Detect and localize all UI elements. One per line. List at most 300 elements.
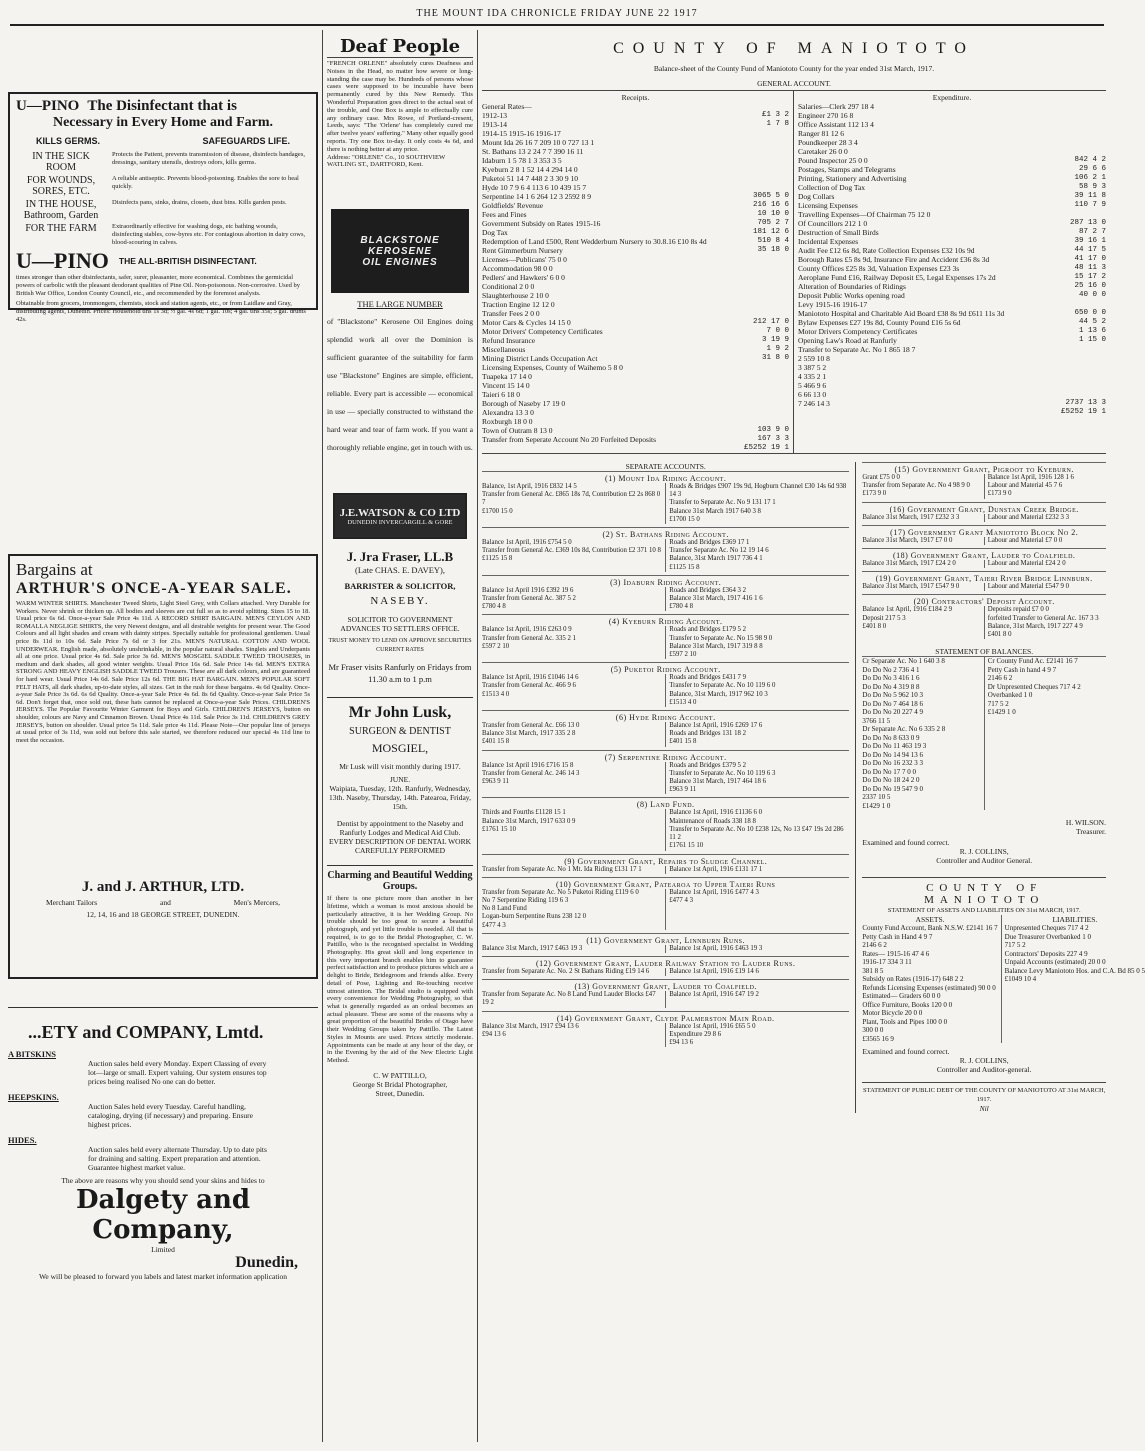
expenditure-row-text: Dog Collars: [798, 192, 835, 201]
liability-line: Due Treasurer Overbanked 1 0: [1004, 932, 1091, 941]
expenditure-row-text: 5 466 9 6: [798, 381, 827, 390]
general-account: [482, 90, 1106, 454]
receipt-row: [482, 147, 789, 156]
public-debt-nil: Nil: [979, 1104, 989, 1114]
county-general: GENERAL ACCOUNT.: [757, 79, 831, 88]
asset-line: Petty Cash in Hand 4 9 7: [862, 932, 933, 941]
receipt-row-amount: [729, 129, 789, 138]
account-title: (8) Land Fund.: [636, 800, 695, 810]
expenditure-row-amount: [1046, 354, 1106, 363]
receipt-row-text: Fees and Fines: [482, 210, 527, 219]
expenditure-row-text: Bylaw Expenses £27 19s 8d, County Pound £16 5s 6d: [798, 318, 961, 327]
separate-head: SEPARATE ACCOUNTS.: [625, 462, 706, 471]
account-line: Balance 1st April, 1916 £269 17 6: [669, 722, 763, 730]
expenditure-row: [798, 237, 1106, 246]
account-body: [862, 537, 1106, 545]
upino-use-place: FOR WOUNDS, SORES, ETC.: [26, 175, 96, 197]
expenditure-row: [798, 228, 1106, 237]
expenditure-row-text: Ranger 81 12 6: [798, 129, 845, 138]
receipt-row: [482, 444, 789, 453]
dalgety-footer: We will be pleased to forward you labels and latest market information application: [38, 1272, 288, 1281]
upino-use-text: Disinfects pans, sinks, drains, closets, dust bins. Kills garden pests.: [112, 199, 287, 206]
expenditure-row-amount: 39 11 8: [1074, 192, 1106, 200]
receipt-row: [482, 399, 789, 408]
receipt-row: [482, 336, 789, 345]
receipt-row-amount: [729, 291, 789, 300]
account-title: (5) Puketoi Riding Account.: [610, 665, 721, 675]
account-line: £780 4 8: [482, 603, 506, 611]
account-side-r: [666, 587, 849, 612]
arthur-title1: Bargains at: [16, 560, 93, 579]
expenditure-row-text: Aeroplane Fund £16, Railway Deposit £5, Legal Expenses 17s 2d: [798, 273, 996, 282]
account-line: Transfer to Separate Ac. No 10 119 6 3: [669, 769, 776, 777]
receipt-row: [482, 102, 789, 111]
receipt-row: [482, 228, 789, 237]
dalgety-big: Dalgety and Company,: [75, 1185, 251, 1245]
receipt-row-text: Borough of Naseby 17 19 0: [482, 399, 566, 408]
account-line: Balance 31st March, 1917 £7 0 0: [862, 536, 953, 544]
expenditure-row-amount: [1046, 129, 1106, 138]
account-side-l: [862, 514, 984, 522]
assets-liabilities: [862, 915, 1145, 1043]
asset-line: 1916-17 334 3 11: [862, 958, 912, 967]
account-title: (18) Government Grant, Lauder to Coalfield.: [892, 551, 1076, 561]
receipt-row: [482, 291, 789, 300]
account-line: £1761 15 10: [669, 842, 704, 850]
column-left: [8, 92, 318, 1442]
receipt-row: [482, 111, 789, 120]
liability-line: £1049 10 4: [1004, 975, 1037, 984]
receipt-row-text: Hyde 10 7 9 6 4 113 6 10 439 15 7: [482, 183, 587, 192]
account-line: Expenditure 29 8 6: [669, 1030, 722, 1038]
account-body: [482, 968, 849, 976]
receipt-row-amount: [729, 417, 789, 426]
fraser-late: (Late CHAS. E. DAVEY),: [354, 565, 446, 576]
account-body: [482, 1023, 849, 1048]
arthur-body: WARM WINTER SHIRTS. Manchester Tweed Shirts, Light Steel Grey, with Collars attached. Very Durable for Workers. Never shrink or thicken up. All bodies and sleeves are cut full so as to avoid splitting. Sizes 15 to 18. Usual price 6s 6d. Once-a-year Sale Price 4s 11d. A RECORD SHIRT BARGAIN. MEN'S CEYLON AND ROMALLA NEGLIGE SHIRTS, the very Newest designs, and all desirable weights for present wear. The Good Colours and all light shades and cream with dainty stripes. Specially suitable for professional gentlemen. Usual price 8s 11d to 10s 6d. Sale Price 7s 6d or 3 for 21s. MEN'S NATURAL COTTON AND WOOL UNDERWEAR. English made, absolutely unshrinkable, in the popular natural shades. Singlets and Underpants all at one price. Usual price 4s 6d. Sale price 3s 6d. MEN'S MOSGIEL SADDLE TWEED TROUSERS, in medium and dark shades, all good winter weights. Usual Price 16s 6d. Sale Price 14s 6d. MEN'S EXTRA STRONG AND HEAVY ENGLISH SADDLE TWEED Trousers. These are all dark colours, and are guaranteed for hard wear. Usual Price 14s 6d. Sale Price 12s 6d. THE BIG HAT BARGAIN. MEN'S POPULAR SOFT FELT HATS, all dark shades, up-to-date styles, all sizes. Get in the rush for these bargains. 4s 6d Quality. Once-a-year Sale Price 3s 6d. 6s 6d Quality. Once-a-year Sale Price 4s 6d. 8s 6d Quality. Once-a-year Sale Price 5s 6d. Don't forget that, once sold out, these hats cannot be replaced at Once-a-year Sale Prices. CHILDREN'S JERSEYS. The Popular Favourite Winter Garment for Boys and Girls. CHILDREN'S JERSEYS, button on shoulder, colours are Navy and Cinnamon Brown. Usual Price 4s 11d. Sale Price 3s 11d. CHILDREN'S GREY JERSEYS, button on shoulder. Usual price 5s 11d. Sale price 4s 11d. Please Note—Our popular line of jerseys at usual price of 3s 11d, was sold out before this sale started, we therefore reduced our special 4s 11d line to meet the occasion.: [16, 600, 310, 744]
expenditure-row-text: Of Councillors 212 1 0: [798, 219, 868, 228]
expenditure-row: [798, 219, 1106, 228]
watson-sub: DUNEDIN INVERCARGILL & GORE: [347, 518, 453, 526]
expenditure-row-amount: 39 16 1: [1074, 237, 1106, 245]
receipt-row: [482, 417, 789, 426]
dalgety-s3-head: HIDES.: [8, 1135, 37, 1145]
sig1-name: H. WILSON.: [1065, 818, 1106, 828]
receipt-row-text: Serpentine 14 1 6 264 12 3 2592 8 9: [482, 192, 591, 201]
upino-body: times stronger than other disinfectants, safer, surer, pleasanter, more economical. Combines the germicidal powers of carbolic with the pleasant deodorant qualities of Pine Oil. Non-poisonous. Non-corrosive. Used by British War Office, London County Council, etc., and recommended by the foremost analysts.: [16, 274, 300, 298]
expenditure-row: [798, 147, 1106, 156]
expenditure-row: [798, 174, 1106, 183]
dalgety-s3-body: Auction sales held every alternate Thursday. Up to date pits for draining and salting. Expert preparation and attention. Guarantee highest market value.: [88, 1145, 267, 1172]
account-line: Balance 1st April, 1916 £477 4 3: [669, 888, 759, 896]
expenditure-row-text: 6 66 13 0: [798, 390, 827, 399]
expenditure-row: [798, 156, 1106, 165]
account-line: Deposit 217 5 3: [862, 614, 906, 622]
account-title: (6) Hyde Riding Account.: [615, 713, 716, 723]
dalgety-title: ...ETY and COMPANY, Lmtd.: [28, 1022, 264, 1042]
arthur-trade-left: Merchant Tailors: [46, 898, 98, 907]
blackstone-banner3: OIL ENGINES: [362, 256, 438, 268]
expenditure-head: Expenditure.: [932, 93, 972, 102]
account: [482, 854, 849, 874]
account: [482, 877, 849, 930]
account-line: Transfer from Separate Ac. No 5 Puketoi Riding £119 6 0: [482, 888, 639, 896]
receipt-row-amount: [729, 156, 789, 165]
dalgety-reasons: The above are reasons why you should send your skins and hides to: [61, 1176, 265, 1185]
balance-line: Do Do No 2 736 4 1: [862, 665, 920, 674]
expenditure-row-amount: 15 17 2: [1074, 273, 1106, 281]
account-side-r: [985, 606, 1106, 639]
lusk-ad: [327, 697, 473, 855]
account-line: Transfer from General Ac. £66 13 0: [482, 722, 580, 730]
expenditure-row: [798, 309, 1106, 318]
expenditure-row-text: Opening Law's Road at Ranfurly: [798, 336, 897, 345]
account-line: Transfer to Separate Ac. No 15 98 9 0: [669, 634, 773, 642]
dalgety-s2-body: Auction Sales held every Tuesday. Careful handling, cataloging, drying (if necessary) and preparing. Ensure highest prices.: [88, 1102, 253, 1129]
asset-line: Refunds Licensing Expenses (estimated) 90 0 0: [862, 983, 996, 992]
account-title: (17) Government Grant Maniototo Block No 2.: [890, 527, 1079, 537]
account-line: £401 8 0: [987, 631, 1012, 639]
account-line: forfeited Transfer to General Ac. 167 3 3: [987, 614, 1099, 622]
expenditure-row-text: Maniototo Hospital and Charitable Aid Board £38 8s 9d £611 11s 3d: [798, 309, 1005, 318]
receipt-row: [482, 381, 789, 390]
receipt-row: [482, 246, 789, 255]
expenditure-row: [798, 210, 1106, 219]
account-side-r: [666, 809, 849, 850]
receipt-row-text: Town of Outram 8 13 0: [482, 426, 553, 435]
account-title: (11) Government Grant, Linnburn Runs.: [586, 935, 746, 945]
receipt-row: [482, 300, 789, 309]
account-side-r: [985, 537, 1106, 545]
expenditure-row-amount: [1046, 102, 1106, 111]
account-side-l: [482, 866, 666, 874]
balances-title: STATEMENT OF BALANCES.: [935, 647, 1034, 657]
expenditure-row-text: Incidental Expenses: [798, 237, 859, 246]
assets-list: [862, 924, 997, 1043]
receipt-row-amount: [729, 255, 789, 264]
assets-title: COUNTY OF MANIOTOTO: [862, 877, 1106, 906]
fraser-town: NASEBY.: [370, 595, 430, 608]
account-side-l: [482, 762, 666, 795]
account-side-r: [666, 539, 849, 572]
expenditure-row-amount: 29 6 6: [1078, 165, 1106, 173]
balance-line: Do Do No 8 633 0 9: [862, 733, 920, 742]
expenditure-row-amount: 40 0 0: [1078, 291, 1106, 299]
account-title: (15) Government Grant, Pigroot to Kyeburn.: [894, 465, 1074, 474]
account-line: Labour and Material £547 9 0: [987, 583, 1070, 591]
account-title: (12) Government Grant, Lauder Railway Station to Lauder Runs.: [536, 958, 796, 968]
receipt-row-amount: [729, 273, 789, 282]
expenditure-row: [798, 120, 1106, 129]
expenditure-row-amount: [1046, 372, 1106, 381]
receipt-row-text: Mount Ida 26 16 7 209 10 0 727 13 1: [482, 138, 595, 147]
fraser-line1: SOLICITOR TO GOVERNMENT ADVANCES TO SETTLERS OFFICE.: [340, 615, 460, 634]
expenditure-row: [798, 363, 1106, 372]
receipt-row-amount: 1 7 8: [766, 120, 789, 128]
receipt-row-text: St. Bathans 13 2 24 7 7 390 16 11: [482, 147, 584, 156]
account-line: Balance 1st April, 1916 £263 0 9: [482, 626, 572, 634]
receipt-row-text: Taieri 6 18 0: [482, 390, 521, 399]
account-body: [482, 539, 849, 572]
balance-line: Do Do No 17 7 0 0: [862, 767, 917, 776]
upino-use-place: IN THE HOUSE, Bathroom, Garden: [23, 199, 99, 221]
account-side-l: [482, 945, 666, 953]
balances-right: [985, 657, 1106, 810]
receipt-row-amount: 10 10 0: [757, 210, 789, 218]
dalgety-ad: [8, 1007, 318, 1332]
account-title: (14) Government Grant, Clyde Palmerston Main Road.: [556, 1013, 775, 1023]
account-side-r: [666, 674, 849, 707]
receipt-row: [482, 174, 789, 183]
account-side-l: [482, 626, 666, 659]
upino-use-place: FOR THE FARM: [25, 223, 97, 234]
account: [862, 462, 1106, 499]
fraser-ad: [327, 549, 473, 685]
expenditure-row-amount: 44 5 2: [1078, 318, 1106, 326]
upino-headline-line2: Necessary in Every Home and Farm.: [52, 115, 274, 130]
receipt-row-text: General Rates—: [482, 102, 532, 111]
account-title: (20) Contractors' Deposit Account.: [913, 597, 1055, 607]
account-line: Thirds and Fourths £1128 15 1: [482, 809, 566, 817]
receipt-row-amount: [729, 102, 789, 111]
expenditure-row-text: Collection of Dog Tax: [798, 183, 866, 192]
account-line: Balance 31st March, 1917 416 1 6: [669, 595, 763, 603]
receipt-row-text: Refund Insurance: [482, 336, 536, 345]
fraser-name: J. Jra Fraser, LL.B: [346, 549, 454, 565]
account-body: [482, 483, 849, 524]
expenditure-row: [798, 291, 1106, 300]
account-title: (19) Government Grant, Taieri River Bridge Linnburn.: [875, 574, 1093, 584]
receipt-row-amount: [729, 381, 789, 390]
account-line: £780 4 8: [669, 603, 693, 611]
expenditure-row-amount: 842 4 2: [1074, 156, 1106, 164]
account-body: [482, 866, 849, 874]
sig2-role: Controller and Auditor General.: [936, 856, 1033, 866]
balance-line: Do Do No 5 962 10 3: [862, 691, 924, 700]
expenditure-row-text: 4 335 2 1: [798, 372, 827, 381]
receipt-row-text: Licenses—Publicans' 75 0 0: [482, 255, 567, 264]
account: [862, 571, 1106, 591]
account: [482, 471, 849, 524]
account-side-l: [482, 483, 666, 524]
account-body: [482, 945, 849, 953]
account-line: Balance 1st April, 1916 £184 2 9: [862, 606, 953, 614]
account-body: [862, 474, 1106, 499]
account: [482, 710, 849, 747]
asset-line: 2146 6 2: [862, 941, 887, 950]
receipt-row-amount: [729, 300, 789, 309]
upino-safeguards: SAFEGUARDS LIFE.: [202, 136, 290, 146]
balance-line: Cr County Fund Ac. £2141 16 7: [987, 657, 1078, 666]
expenditure-row-amount: [1046, 381, 1106, 390]
upino-headline-right: The Disinfectant that is: [87, 98, 237, 114]
expenditure-row: [798, 318, 1106, 327]
balance-line: Dr Unpresented Cheques 717 4 2: [987, 682, 1081, 691]
account-line: £1513 4 0: [669, 698, 697, 706]
receipt-row-amount: 3 19 9: [761, 336, 789, 344]
account-title: (9) Government Grant, Repairs to Sludge Channel.: [564, 856, 768, 866]
account-side-r: [666, 889, 849, 930]
receipt-row: [482, 156, 789, 165]
expenditure-row-amount: 1 15 0: [1078, 336, 1106, 344]
receipt-row: [482, 390, 789, 399]
receipt-row: [482, 129, 789, 138]
fraser-role: BARRISTER & SOLICITOR,: [344, 581, 456, 592]
account-body: [482, 991, 849, 1007]
watson-name: J.E.WATSON & CO LTD: [339, 506, 461, 519]
account-line: Transfer from Separate Ac. No 1 Mt. Ida Riding £131 17 1: [482, 865, 642, 873]
expenditure-row: [798, 201, 1106, 210]
receipt-row: [482, 309, 789, 318]
account-line: Balance 1st April, 1916 £47 19 2: [669, 991, 759, 999]
liability-line: 717 5 2: [1004, 941, 1026, 950]
blackstone-banner2: KEROSENE: [367, 245, 433, 257]
receipt-row-text: Miscellaneous: [482, 345, 526, 354]
receipt-row-amount: £5252 19 1: [743, 444, 789, 452]
expenditure-row-amount: [1046, 345, 1106, 354]
account-side-l: [482, 674, 666, 707]
fraser-line2: TRUST MONEY TO LEND ON APPROVE SECURITIES CURRENT RATES: [328, 638, 472, 654]
account-line: £401 15 8: [482, 738, 510, 746]
asset-line: Motor Bicycle 20 0 0: [862, 1009, 923, 1018]
fraser-line3: Mr Fraser visits Ranfurly on Fridays from 11.30 a.m to 1 p.m: [328, 662, 472, 685]
expenditure-row-text: Pound Inspector 25 0 0: [798, 156, 868, 165]
expenditure-row-amount: 287 13 0: [1069, 219, 1106, 227]
account-title: (3) Idaburn Riding Account.: [610, 577, 722, 587]
receipt-row-text: Vincent 15 14 0: [482, 381, 530, 390]
receipt-row: [482, 363, 789, 372]
account-side-r: [666, 1023, 849, 1048]
receipt-row-amount: [729, 309, 789, 318]
expenditure-row: [798, 381, 1106, 390]
examined2: Examined and found correct.: [862, 1047, 950, 1057]
upino-headline-left: U—PINO: [16, 98, 80, 114]
liability-line: Unpresented Cheques 717 4 2: [1004, 924, 1089, 933]
receipt-row: [482, 273, 789, 282]
deaf-address: Address: "ORLENE" Co., 10 SOUTHVIEW WATLING ST., DARTFORD, Kent.: [327, 153, 446, 169]
asset-line: Estimated— Graders 60 0 0: [862, 992, 941, 1001]
expenditure-row-amount: 650 0 0: [1074, 309, 1106, 317]
expenditure-row: [798, 129, 1106, 138]
receipt-row-text: Kyeburn 2 8 1 52 14 4 294 14 0: [482, 165, 578, 174]
receipt-row-amount: [729, 165, 789, 174]
account-line: Balance, 31st March 1917 736 4 1: [669, 555, 763, 563]
account-line: £963 9 11: [669, 786, 697, 794]
balance-line: Dr Separate Ac. No 6 335 2 8: [862, 725, 946, 734]
expenditure-row-text: 2 559 10 8: [798, 354, 830, 363]
account-side-r: [985, 560, 1106, 568]
receipt-row-text: Roxburgh 18 0 0: [482, 417, 533, 426]
public-debt: STATEMENT OF PUBLIC DEBT OF THE COUNTY OF MANIOTOTO AT 31st MARCH, 1917.: [862, 1082, 1106, 1104]
account-line: Labour and Material £232 3 3: [987, 513, 1070, 521]
receipts-head: Receipts.: [621, 93, 650, 102]
receipt-row-amount: [729, 138, 789, 147]
account-body: [862, 514, 1106, 522]
balance-line: 717 5 2: [987, 699, 1009, 708]
expenditure-row-amount: 106 2 1: [1074, 174, 1106, 182]
receipt-row-amount: £1 3 2: [761, 111, 789, 119]
upino-use-text: A reliable antiseptic. Prevents blood-poisoning. Enables the sore to heal quickly.: [112, 175, 299, 190]
expenditure-row-amount: 48 11 3: [1074, 264, 1106, 272]
receipt-row-text: Conditional 2 0 0: [482, 282, 535, 291]
account-line: Balance 31st March, 1917 £232 3 3: [862, 513, 960, 521]
dalgety-s2-head: HEEPSKINS.: [8, 1092, 59, 1102]
asset-line: Subsidy on Rates (1916-17) 648 2 2: [862, 975, 964, 984]
receipt-row-amount: [729, 147, 789, 156]
account-line: £477 4 3: [669, 896, 693, 904]
asset-line: 381 8 5: [862, 966, 884, 975]
receipt-row-amount: 31 8 0: [761, 354, 789, 362]
expenditure-row-amount: [1046, 138, 1106, 147]
account-line: Roads and Bridges £179 5 2: [669, 626, 747, 634]
receipt-row-text: Alexandra 13 3 0: [482, 408, 534, 417]
upino-kills: KILLS GERMS.: [36, 136, 101, 146]
receipt-row: [482, 345, 789, 354]
sig3-name: R. J. COLLINS,: [959, 1056, 1009, 1066]
receipt-row-text: Slaughterhouse 2 10 0: [482, 291, 549, 300]
account: [482, 527, 849, 572]
receipt-row: [482, 327, 789, 336]
account-title: (1) Mount Ida Riding Account.: [605, 474, 727, 483]
masthead: THE MOUNT IDA CHRONICLE FRIDAY JUNE 22 1917: [416, 8, 698, 19]
receipt-row-amount: [729, 183, 789, 192]
account-body: [482, 722, 849, 747]
asset-line: County Fund Account, Bank N.S.W. £2141 16 7: [862, 924, 998, 933]
lusk-note: Dentist by appointment to the Naseby and Ranfurly Lodges and Medical Aid Club. EVERY DESCRIPTION OF DENTAL WORK CAREFULLY PERFORMED: [328, 819, 472, 856]
receipt-row: [482, 408, 789, 417]
account-line: Transfer from Separate Ac. No 4 98 9 0: [862, 482, 970, 490]
account-line: £1761 15 10: [482, 825, 516, 833]
sig1-role: Treasurer.: [1076, 827, 1106, 837]
receipt-row: [482, 120, 789, 129]
account-line: Balance 1st April 1916 £716 15 8: [482, 761, 574, 769]
blackstone-banner: [331, 209, 469, 293]
account-line: £173 9 0: [862, 490, 887, 498]
account-line: Balance, 1st April, 1916 £832 14 5: [482, 483, 577, 490]
account-line: Transfer from General Ac. 246 14 3: [482, 769, 580, 777]
balance-line: Do Do No 14 94 13 6: [862, 750, 924, 759]
account-side-r: [666, 722, 849, 747]
expenditure-row-amount: £5252 19 1: [1060, 408, 1106, 416]
receipt-row-amount: 3065 5 0: [752, 192, 789, 200]
account-line: £401 8 0: [862, 622, 887, 630]
receipt-row-text: Goldfields' Revenue: [482, 201, 544, 210]
expenditure-row-text: Licensing Expenses: [798, 201, 858, 210]
account-line: £597 2 10: [669, 651, 697, 659]
blackstone-head: THE LARGE NUMBER: [357, 299, 443, 310]
account-body: [482, 626, 849, 659]
balances-left: [862, 657, 984, 810]
expenditure-row-text: County Offices £25 8s 3d, Valuation Expenses £23 3s: [798, 264, 960, 273]
account-line: Balance 1st April, 1916 £65 5 0: [669, 1022, 756, 1030]
expenditure-row: [798, 399, 1106, 408]
account: [862, 525, 1106, 545]
receipt-row-text: 1914-15 1915-16 1916-17: [482, 129, 561, 138]
account-line: Transfer from General Ac. 335 2 1: [482, 634, 576, 642]
masthead-rule: [10, 24, 1104, 26]
account-line: Labour and Material £24 2 0: [987, 560, 1066, 568]
receipt-row-amount: 35 18 0: [757, 246, 789, 254]
expenditure-row-amount: 110 7 9: [1074, 201, 1106, 209]
account-side-l: [482, 889, 666, 930]
account-side-r: [666, 945, 849, 953]
account: [482, 979, 849, 1007]
account-line: £94 13 6: [669, 1038, 693, 1046]
expenditure-row-text: Transfer to Separate Ac. No 1 865 18 7: [798, 345, 916, 354]
expenditure-row: [798, 183, 1106, 192]
upino-uses: [16, 151, 310, 246]
account: [482, 575, 849, 612]
